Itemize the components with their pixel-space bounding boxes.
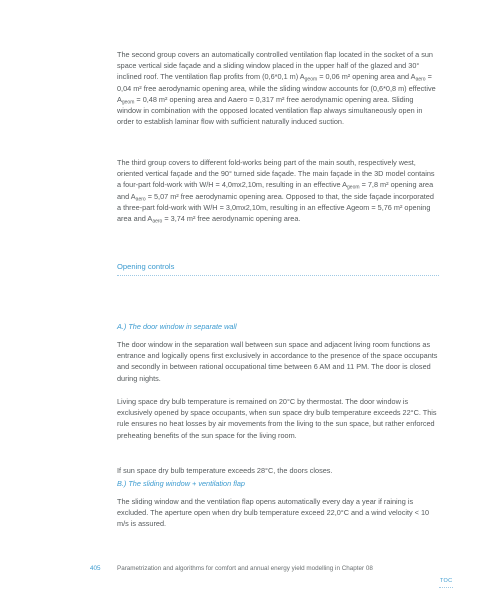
paragraph-door-window: The door window in the separation wall between sun space and adjacent living room functions as entrance and logically opens first exclusively in accordance to the presence of the space occupants and secondly in between rational occupational time between 6 AM and 11 PM. The door is closed during nights. (117, 340, 438, 383)
subscript: aero (415, 76, 426, 83)
subscript: geom (121, 99, 135, 106)
paragraph-sliding-window: The sliding window and the ventilation flap opens automatically every day a year if raining is excluded. The aperture open when dry bulb temperature exceed 22,0°C and a wind velocity < 10 m/s is assured. (117, 497, 430, 529)
subscript: geom (304, 76, 318, 83)
paragraph-living-space-temperature: Living space dry bulb temperature is remained on 20°C by thermostat. The door window is exclusively opened by space occupants, when sun space dry bulb temperature exceeds 22°C. This rule ensures no heat losses by air movements from the living to the sun space, but rather enforced preheating benefits of the sun space for the living room. (117, 397, 437, 440)
subheading-sliding-window: B.) The sliding window + ventilation flap (117, 479, 245, 488)
subscript: aero (152, 218, 163, 225)
paragraph-second-group: The second group covers an automatically controlled ventilation flap located in the socket of a sun space vertical side façade and a sliding window placed in the upper half of the glazed and 30° inclined roof. The ventilation flap profits from (0,6*0,1 m) $A_{geom} = 0,06$ m² opening area and $A_{aero} = 0,04$ m² free aerodynamic opening area, while the sliding window accounts for (0,6*0,8 m) effective $A_{geom} = 0,48$ m² opening area and Aaero = 0,317 m² free aerodynamic opening area. Sliding window in combination with the opposed located ventilation flap always simultaneously open in order to establish laminar flow with sufficient naturally induced suction. (117, 50, 436, 127)
heading-dotted-rule (117, 275, 439, 276)
paragraph-third-group: The third group covers to different fold-works being part of the main south, respectively west, oriented vertical façade and the 90° turned side façade. The main façade in the 3D model contains a four-part fold-work with W/H = 4,0mx2,10m, resulting in an effective $A_{geom} = 7,8$ m² opening area and $A_{aero} = 5,07$ m² free aerodynamic opening area. Opposed to that, the side façade incorporated a three-part fold-work with W/H = 3,0mx2,10m, resulting in an effective Ageom = 5,76 m² opening area and $A_{aero} = 3,74$ m² free aerodynamic opening area. (117, 158, 435, 225)
page-number: 405 (90, 565, 101, 572)
toc-link[interactable]: TOC (440, 578, 453, 584)
paragraph-doors-close: If sun space dry bulb temperature exceeds 28°C, the doors closes. (117, 466, 333, 475)
toc-dotted-rule (439, 587, 453, 588)
section-heading-opening-controls: Opening controls (117, 262, 175, 271)
subheading-door-window: A.) The door window in separate wall (117, 322, 237, 331)
footer-chapter-text: Parametrization and algorithms for comfort and annual energy yield modelling in Chapter 08 (117, 565, 373, 572)
subscript: aero (135, 196, 146, 203)
subscript: geom (347, 184, 360, 191)
